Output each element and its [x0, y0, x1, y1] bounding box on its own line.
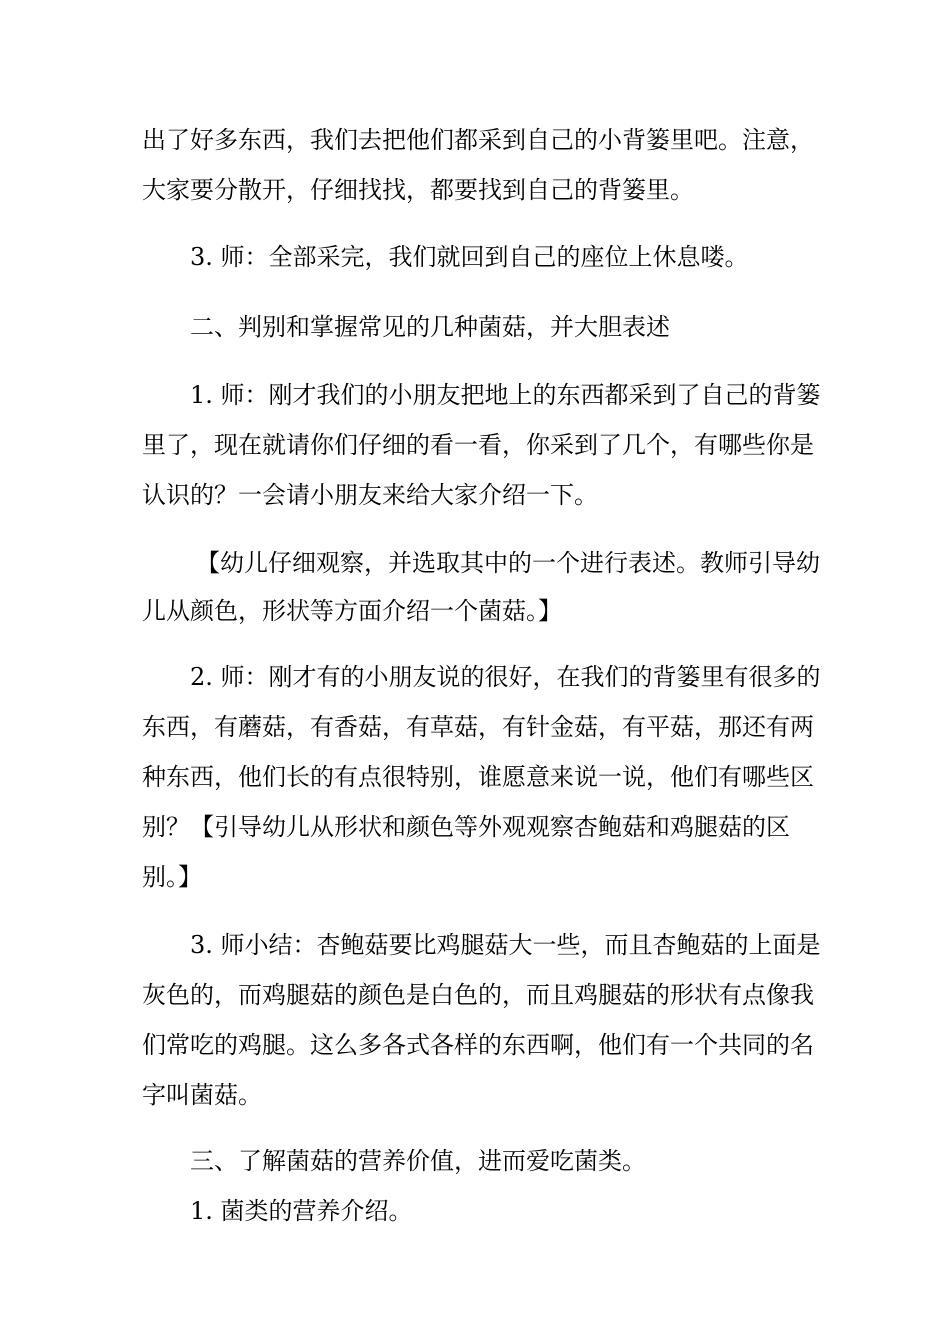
- text-line: 1. 菌类的营养介绍。: [190, 1197, 413, 1225]
- text-line: 儿从颜色，形状等方面介绍一个菌菇。】: [142, 597, 562, 625]
- section-heading: 三、了解菌菇的营养价值，进而爱吃菌类。: [190, 1147, 646, 1175]
- text-line: 【幼儿仔细观察，并选取其中的一个进行表述。教师引导幼: [196, 549, 820, 577]
- text-line: 东西，有蘑菇，有香菇，有草菇，有针金菇，有平菇，那还有两: [142, 713, 814, 741]
- text-line: 里了，现在就请你们仔细的看一看，你采到了几个，有哪些你是: [142, 431, 814, 459]
- section-heading: 二、判别和掌握常见的几种菌菇，并大胆表述: [190, 313, 670, 341]
- text-line: 2. 师：刚才有的小朋友说的很好，在我们的背篓里有很多的: [190, 663, 821, 691]
- text-line: 们常吃的鸡腿。这么多各式各样的东西啊，他们有一个共同的名: [142, 1031, 814, 1059]
- text-line: 3. 师：全部采完，我们就回到自己的座位上休息喽。: [190, 243, 749, 271]
- text-line: 字叫菌菇。: [142, 1081, 262, 1109]
- text-line: 别。】: [142, 863, 202, 891]
- text-line: 大家要分散开，仔细找找，都要找到自己的背篓里。: [142, 176, 694, 204]
- text-line: 别？【引导幼儿从形状和颜色等外观观察杏鲍菇和鸡腿菇的区: [142, 813, 790, 841]
- text-line: 出了好多东西，我们去把他们都采到自己的小背篓里吧。注意，: [142, 126, 814, 154]
- text-line: 灰色的，而鸡腿菇的颜色是白色的，而且鸡腿菇的形状有点像我: [142, 981, 814, 1009]
- text-line: 认识的？一会请小朋友来给大家介绍一下。: [142, 481, 598, 509]
- text-line: 3. 师小结：杏鲍菇要比鸡腿菇大一些，而且杏鲍菇的上面是: [190, 931, 821, 959]
- text-line: 1. 师：刚才我们的小朋友把地上的东西都采到了自己的背篓: [190, 381, 821, 409]
- text-line: 种东西，他们长的有点很特别，谁愿意来说一说，他们有哪些区: [142, 763, 814, 791]
